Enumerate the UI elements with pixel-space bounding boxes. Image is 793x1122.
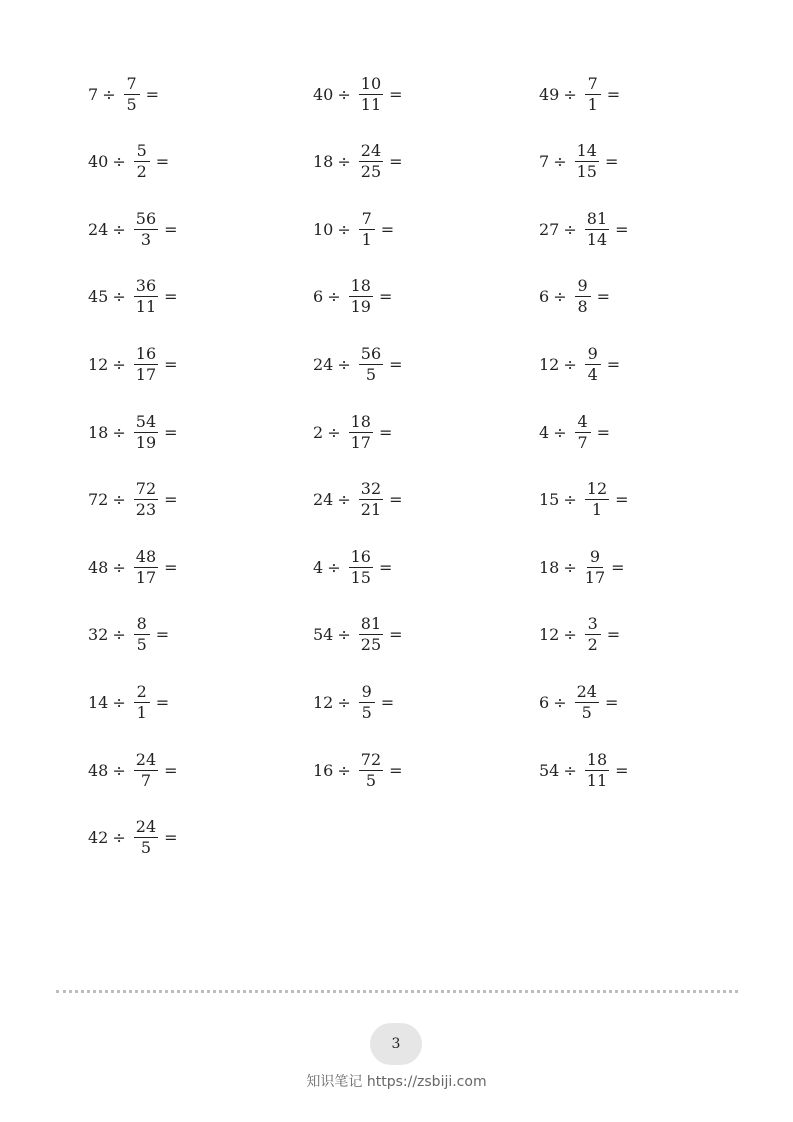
equals-sign: =	[615, 219, 629, 239]
fraction-divisor	[575, 411, 591, 452]
division-problem	[539, 470, 629, 530]
equals-sign: =	[155, 692, 170, 712]
numerator: 7	[585, 76, 601, 95]
denominator: 1	[591, 500, 603, 520]
denominator: 3	[140, 229, 152, 249]
fraction-divisor	[359, 143, 383, 180]
dividend: 6	[539, 692, 550, 712]
division-problem	[313, 470, 403, 530]
division-problem	[88, 267, 178, 327]
numerator: 24	[576, 681, 597, 701]
division-problem	[88, 605, 169, 665]
dividend: 7	[88, 84, 99, 104]
denominator: 17	[584, 567, 606, 587]
dividend: 24	[313, 354, 334, 374]
division-problem	[88, 740, 178, 800]
fraction-divisor	[585, 208, 609, 249]
dividend: 72	[88, 490, 109, 510]
numerator: 54	[135, 411, 157, 431]
numerator: 36	[135, 276, 157, 296]
divide-sign: ÷	[112, 354, 126, 374]
fraction-divisor	[134, 481, 158, 518]
numerator: 7	[124, 76, 140, 95]
divide-sign: ÷	[112, 219, 126, 239]
equals-sign: =	[380, 219, 395, 239]
division-problem	[313, 132, 403, 192]
denominator: 15	[576, 162, 597, 182]
equals-sign: =	[164, 490, 178, 510]
divide-sign: ÷	[337, 692, 351, 712]
equals-sign: =	[164, 557, 178, 577]
fraction-divisor	[134, 411, 158, 452]
denominator: 1	[136, 702, 147, 722]
dividend: 18	[313, 152, 334, 172]
numerator: 4	[575, 414, 591, 433]
fraction-divisor	[134, 616, 150, 653]
equals-sign: =	[604, 152, 619, 172]
division-problem	[88, 402, 178, 462]
divide-sign: ÷	[337, 354, 351, 374]
numerator: 48	[135, 546, 157, 566]
dividend: 24	[313, 490, 334, 510]
division-problem	[313, 199, 394, 259]
divide-sign: ÷	[553, 152, 567, 172]
numerator: 16	[350, 546, 371, 566]
equals-sign: =	[389, 152, 403, 172]
equals-sign: =	[615, 490, 629, 510]
equals-sign: =	[389, 84, 403, 104]
dividend: 24	[88, 219, 109, 239]
divide-sign: ÷	[337, 84, 351, 104]
dividend: 16	[313, 760, 334, 780]
dividend: 48	[88, 557, 109, 577]
fraction-divisor	[134, 343, 158, 384]
equals-sign: =	[615, 760, 629, 780]
dotted-divider	[56, 990, 738, 993]
division-problem	[313, 672, 394, 732]
equals-sign: =	[378, 287, 393, 307]
equals-sign: =	[611, 557, 625, 577]
numerator: 24	[135, 749, 157, 769]
equals-sign: =	[155, 625, 170, 645]
denominator: 5	[136, 635, 147, 655]
denominator: 23	[135, 500, 157, 520]
dividend: 54	[539, 760, 560, 780]
fraction-divisor	[575, 143, 599, 180]
division-problem	[88, 334, 178, 394]
dividend: 2	[313, 422, 324, 442]
division-problem	[539, 267, 610, 327]
fraction-divisor	[349, 546, 373, 587]
dividend: 42	[88, 828, 109, 848]
division-problem	[313, 402, 392, 462]
numerator: 9	[587, 549, 603, 568]
equals-sign: =	[378, 422, 393, 442]
equals-sign: =	[164, 828, 178, 848]
divide-sign: ÷	[112, 287, 126, 307]
numerator: 81	[586, 208, 608, 228]
dividend: 49	[539, 84, 560, 104]
fraction-divisor	[585, 481, 609, 518]
denominator: 25	[360, 635, 382, 655]
equals-sign: =	[164, 354, 178, 374]
division-problem	[313, 267, 392, 327]
divide-sign: ÷	[112, 490, 126, 510]
divide-sign: ÷	[337, 490, 351, 510]
denominator: 8	[577, 297, 588, 317]
divide-sign: ÷	[553, 287, 567, 307]
division-problem	[539, 537, 625, 597]
fraction-divisor	[359, 208, 375, 249]
dividend: 6	[313, 287, 324, 307]
numerator: 9	[575, 278, 591, 297]
dividend: 18	[539, 557, 560, 577]
divide-sign: ÷	[563, 354, 577, 374]
division-problem	[539, 334, 620, 394]
dividend: 45	[88, 287, 109, 307]
dividend: 54	[313, 625, 334, 645]
dividend: 4	[313, 557, 324, 577]
division-problem	[539, 64, 620, 124]
division-problem	[88, 132, 169, 192]
fraction-divisor	[359, 681, 375, 722]
denominator: 1	[361, 229, 372, 249]
division-problem	[539, 199, 629, 259]
denominator: 11	[586, 770, 608, 790]
equals-sign: =	[164, 760, 178, 780]
denominator: 2	[587, 635, 598, 655]
denominator: 5	[361, 702, 372, 722]
numerator: 72	[360, 749, 382, 769]
equals-sign: =	[389, 625, 403, 645]
divide-sign: ÷	[337, 152, 351, 172]
equals-sign: =	[380, 692, 395, 712]
division-problem	[313, 64, 403, 124]
equals-sign: =	[164, 219, 178, 239]
divide-sign: ÷	[112, 422, 126, 442]
fraction-divisor	[134, 819, 158, 856]
numerator: 32	[360, 479, 382, 499]
fraction-divisor	[584, 546, 606, 587]
denominator: 14	[586, 229, 608, 249]
numerator: 12	[586, 479, 608, 499]
divide-sign: ÷	[563, 760, 577, 780]
fraction-divisor	[134, 278, 158, 315]
equals-sign: =	[606, 354, 621, 374]
equals-sign: =	[596, 422, 610, 442]
divide-sign: ÷	[112, 625, 126, 645]
numerator: 18	[350, 276, 371, 296]
divide-sign: ÷	[563, 557, 577, 577]
denominator: 11	[360, 94, 382, 114]
equals-sign: =	[389, 490, 403, 510]
division-problem	[313, 740, 403, 800]
numerator: 18	[350, 411, 371, 431]
page-number-badge	[370, 1023, 422, 1065]
division-problem	[88, 199, 178, 259]
denominator: 17	[135, 567, 157, 587]
fraction-divisor	[134, 208, 158, 249]
divide-sign: ÷	[112, 760, 126, 780]
dividend: 40	[88, 152, 109, 172]
division-problem	[88, 470, 178, 530]
divide-sign: ÷	[112, 828, 126, 848]
division-problem	[313, 605, 403, 665]
divide-sign: ÷	[112, 557, 126, 577]
equals-sign: =	[164, 422, 178, 442]
fraction-divisor	[585, 749, 609, 790]
numerator: 9	[359, 684, 375, 703]
numerator: 5	[134, 143, 150, 162]
fraction-divisor	[359, 616, 383, 653]
dividend: 48	[88, 760, 109, 780]
divide-sign: ÷	[553, 692, 567, 712]
division-problem	[88, 672, 169, 732]
denominator: 5	[140, 838, 152, 858]
fraction-divisor	[359, 749, 383, 790]
dividend: 12	[313, 692, 334, 712]
fraction-divisor	[585, 73, 601, 114]
denominator: 5	[365, 770, 377, 790]
footer-watermark: 知识笔记 https://zsbiji.com	[306, 1074, 487, 1090]
fraction-divisor	[585, 616, 601, 653]
divide-sign: ÷	[112, 152, 126, 172]
dividend: 12	[88, 354, 109, 374]
division-problem	[539, 402, 610, 462]
dividend: 10	[313, 219, 334, 239]
divide-sign: ÷	[563, 219, 577, 239]
numerator: 9	[585, 346, 601, 365]
denominator: 25	[360, 162, 382, 182]
denominator: 5	[365, 364, 377, 384]
numerator: 10	[360, 73, 382, 93]
divide-sign: ÷	[337, 219, 351, 239]
denominator: 7	[140, 770, 152, 790]
division-problem	[88, 537, 178, 597]
fraction-divisor	[134, 546, 158, 587]
dividend: 7	[539, 152, 550, 172]
fraction-divisor	[359, 73, 383, 114]
division-problem	[539, 672, 618, 732]
numerator: 56	[360, 343, 382, 363]
dividend: 14	[88, 692, 109, 712]
numerator: 24	[360, 141, 382, 161]
equals-sign: =	[606, 84, 621, 104]
numerator: 3	[585, 616, 601, 635]
fraction-divisor	[359, 343, 383, 384]
page-number: 3	[391, 1036, 401, 1052]
divide-sign: ÷	[553, 422, 567, 442]
division-problem	[88, 64, 159, 124]
dividend: 15	[539, 490, 560, 510]
equals-sign: =	[596, 287, 610, 307]
divide-sign: ÷	[337, 625, 351, 645]
equals-sign: =	[604, 692, 619, 712]
fraction-divisor	[585, 343, 601, 384]
fraction-divisor	[575, 278, 591, 315]
fraction-divisor	[134, 143, 150, 180]
numerator: 16	[135, 343, 157, 363]
equals-sign: =	[155, 152, 170, 172]
numerator: 24	[135, 817, 157, 837]
divide-sign: ÷	[563, 625, 577, 645]
fraction-divisor	[124, 73, 140, 114]
equals-sign: =	[389, 760, 403, 780]
equals-sign: =	[606, 625, 621, 645]
division-problem	[313, 334, 403, 394]
division-problem	[539, 605, 620, 665]
divide-sign: ÷	[112, 692, 126, 712]
numerator: 2	[134, 684, 150, 703]
division-problem	[313, 537, 392, 597]
dividend: 27	[539, 219, 560, 239]
denominator: 17	[135, 364, 157, 384]
numerator: 56	[135, 208, 157, 228]
denominator: 19	[135, 432, 157, 452]
denominator: 4	[587, 364, 598, 384]
division-problem	[88, 808, 178, 868]
divide-sign: ÷	[563, 84, 577, 104]
denominator: 1	[587, 94, 598, 114]
numerator: 14	[576, 141, 597, 161]
fraction-divisor	[134, 681, 150, 722]
dividend: 12	[539, 625, 560, 645]
denominator: 5	[126, 94, 137, 114]
denominator: 17	[350, 432, 371, 452]
dividend: 6	[539, 287, 550, 307]
equals-sign: =	[164, 287, 178, 307]
division-problem	[539, 740, 629, 800]
dividend: 4	[539, 422, 550, 442]
numerator: 81	[360, 614, 382, 634]
denominator: 21	[360, 500, 382, 520]
denominator: 11	[135, 297, 157, 317]
fraction-divisor	[349, 411, 373, 452]
dividend: 12	[539, 354, 560, 374]
divide-sign: ÷	[327, 287, 341, 307]
fraction-divisor	[359, 481, 383, 518]
divide-sign: ÷	[337, 760, 351, 780]
equals-sign: =	[378, 557, 393, 577]
divide-sign: ÷	[327, 422, 341, 442]
equals-sign: =	[389, 354, 403, 374]
numerator: 8	[134, 616, 150, 635]
division-problem	[539, 132, 618, 192]
dividend: 32	[88, 625, 109, 645]
denominator: 15	[350, 567, 371, 587]
fraction-divisor	[575, 681, 599, 722]
numerator: 7	[359, 211, 375, 230]
divide-sign: ÷	[563, 490, 577, 510]
denominator: 7	[577, 432, 588, 452]
numerator: 18	[586, 749, 608, 769]
dividend: 18	[88, 422, 109, 442]
divide-sign: ÷	[102, 84, 116, 104]
divide-sign: ÷	[327, 557, 341, 577]
fraction-divisor	[349, 278, 373, 315]
dividend: 40	[313, 84, 334, 104]
numerator: 72	[135, 479, 157, 499]
equals-sign: =	[145, 84, 159, 104]
fraction-divisor	[134, 749, 158, 790]
denominator: 19	[350, 297, 371, 317]
denominator: 2	[136, 162, 147, 182]
denominator: 5	[581, 702, 592, 722]
